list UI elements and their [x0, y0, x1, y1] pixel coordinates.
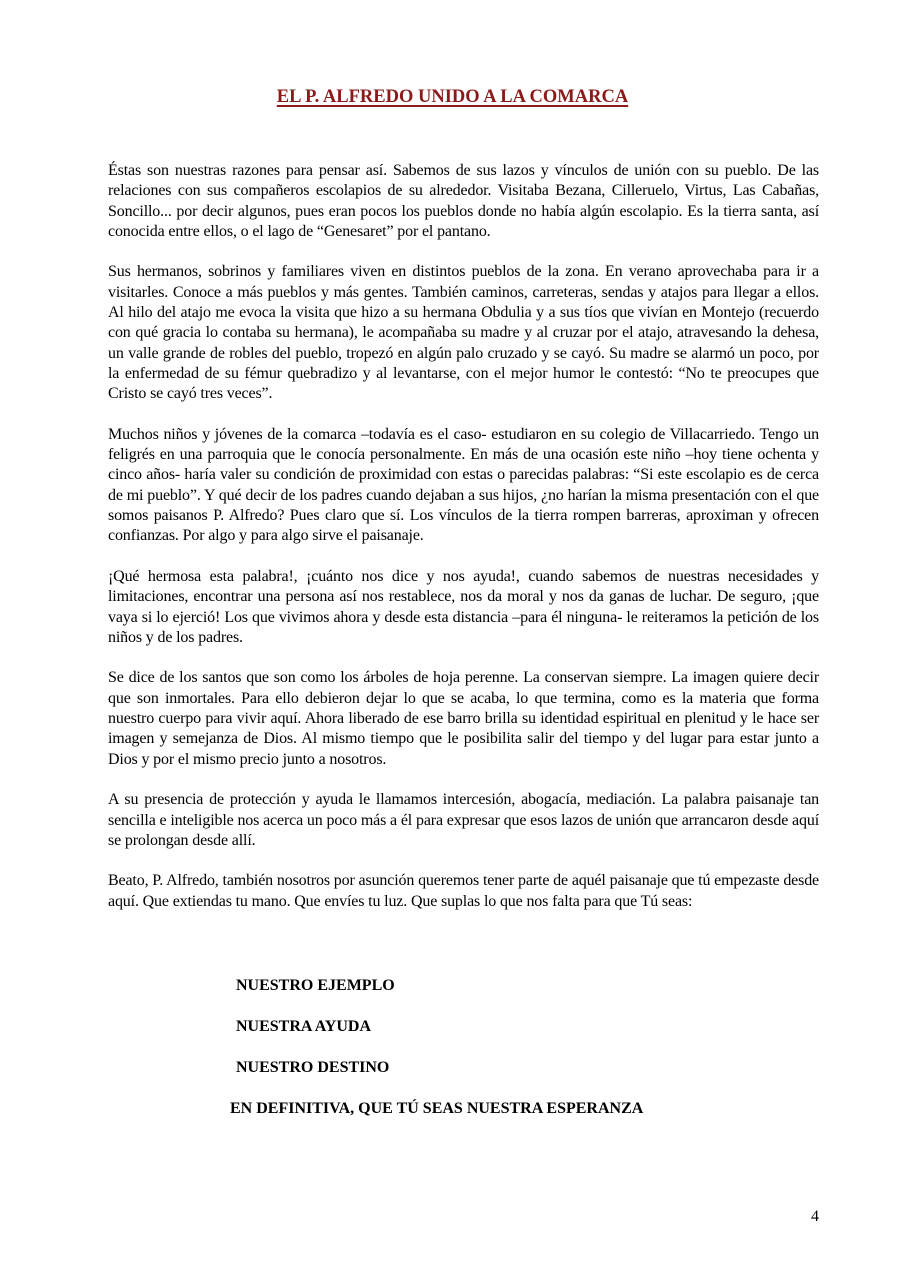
list-item-ayuda: NUESTRA AYUDA	[236, 1018, 371, 1035]
paragraph: Éstas son nuestras razones para pensar así. Sabemos de sus lazos y vínculos de unión con su pueblo. De las relaciones con sus compañeros escolapios de su alrededor. Visitaba Bezana, Cilleruelo, Virtus, Las Cabañas, Soncillo... por decir algunos, pues eran pocos los pueblos donde no había algún escolapio. Es la tierra santa, así conocida entre ellos, o el lago de “Genesaret” por el pantano.	[108, 162, 819, 240]
list-item-destino: NUESTRO DESTINO	[236, 1059, 390, 1076]
paragraph: Beato, P. Alfredo, también nosotros por asunción queremos tener parte de aquél paisanaje que tú empezaste desde aquí. Que extiendas tu mano. Que envíes tu luz. Que suplas lo que nos falta para que Tú seas:	[108, 872, 819, 910]
paragraph: Se dice de los santos que son como los árboles de hoja perenne. La conservan siempre. La imagen quiere decir que son inmortales. Para ello debieron dejar lo que se acaba, lo que termina, como es la materia que forma nuestro cuerpo para vivir aquí. Ahora liberado de ese barro brilla su identidad espiritual en plenitud y le hace ser imagen y semejanza de Dios. Al mismo tiempo que le posibilita salir del tiempo y del lugar para estar junto a Dios y por el mismo precio junto a nosotros.	[108, 669, 819, 768]
page-number: 4	[811, 1208, 819, 1225]
document-body	[108, 161, 819, 932]
paragraph: Muchos niños y jóvenes de la comarca –todavía es el caso- estudiaron en su colegio de Villacarriedo. Tengo un feligrés en una parroquia que le conocía personalmente. En más de una ocasión este niño –hoy tiene ochenta y cinco años- haría valer su condición de proximidad con estas o parecidas palabras: “Si este escolapio es de cerca de mi pueblo”. Y qué decir de los padres cuando dejaban a sus hijos, ¿no harían la misma presentación con el que somos paisanos P. Alfredo? Pues claro que sí. Los vínculos de la tierra rompen barreras, aproximan y ofrecen confianzas. Por algo y para algo sirve el paisanaje.	[108, 425, 819, 545]
paragraph: Sus hermanos, sobrinos y familiares viven en distintos pueblos de la zona. En verano aprovechaba para ir a visitarles. Conoce a más pueblos y más gentes. También caminos, carreteras, sendas y atajos para llegar a ellos. Al hilo del atajo me evoca la visita que hizo a su hermana Obdulia y a sus tíos que vivían en Montejo (recuerdo con qué gracia lo contaba su hermana), le acompañaba su madre y al cruzar por el atajo, atravesando la dehesa, un valle grande de robles del pueblo, tropezó en algún palo cruzado y se cayó. Su madre se alarmó un poco, por la enfermedad de su fémur quebradizo y al levantarse, con el mejor humor le contestó: “No te preocupes que Cristo se cayó tres veces”.	[108, 263, 819, 403]
paragraph: A su presencia de protección y ayuda le llamamos intercesión, abogacía, mediación. La palabra paisanaje tan sencilla e inteligible nos acerca un poco más a él para expresar que esos lazos de unión que arrancaron desde aquí se prolongan desde allí.	[108, 791, 819, 849]
closing-statement: EN DEFINITIVA, QUE TÚ SEAS NUESTRA ESPERANZA	[230, 1100, 644, 1117]
document-title: EL P. ALFREDO UNIDO A LA COMARCA	[276, 87, 629, 107]
list-item-ejemplo: NUESTRO EJEMPLO	[236, 977, 395, 994]
paragraph: ¡Qué hermosa esta palabra!, ¡cuánto nos dice y nos ayuda!, cuando sabemos de nuestras necesidades y limitaciones, encontrar una persona así nos restablece, nos da moral y nos da ganas de luchar. De seguro, ¡que vaya si lo ejerció! Los que vivimos ahora y desde esta distancia –para él ninguna- le reiteramos la petición de los niños y de los padres.	[108, 567, 819, 646]
